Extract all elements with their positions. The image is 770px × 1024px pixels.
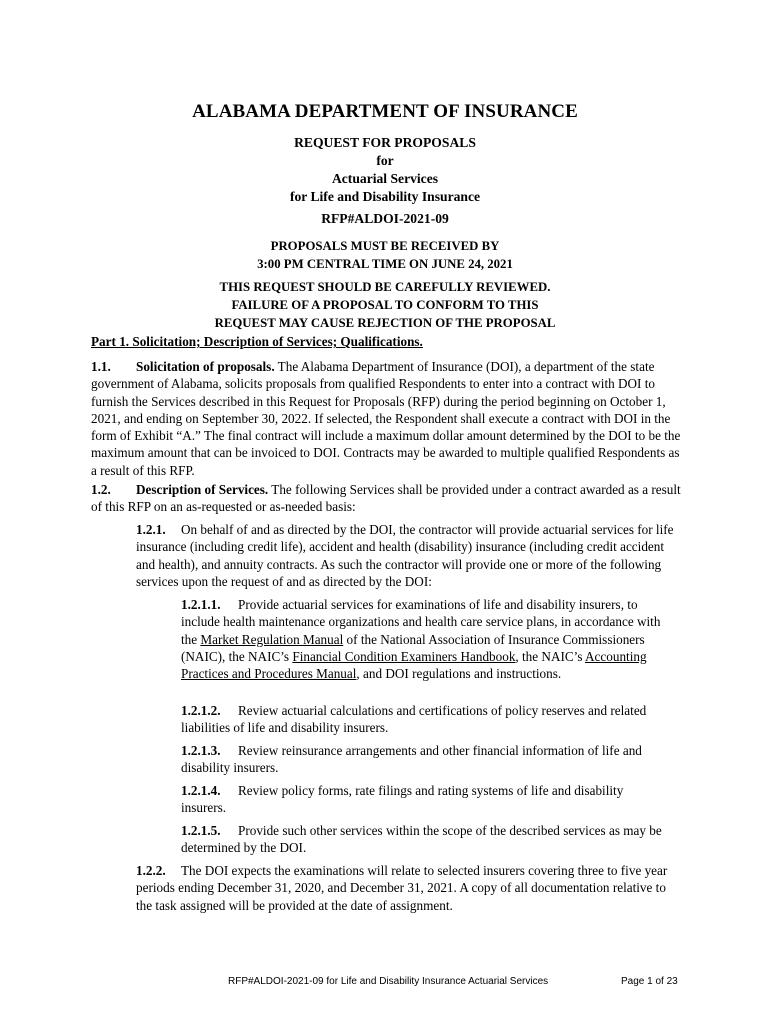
section-text: , and DOI regulations and instructions. bbox=[356, 666, 562, 682]
warning-line: THIS REQUEST SHOULD BE CAREFULLY REVIEWED. bbox=[219, 280, 551, 294]
section-text: Provide such other services within the scope of the described services as may be determined by the DOI. bbox=[181, 823, 662, 856]
rfp-number bbox=[0, 210, 770, 228]
section-text: of the National Association of Insurance Commissioners (NAIC), the NAIC’s bbox=[181, 631, 645, 664]
document-title: ALABAMA DEPARTMENT OF INSURANCE bbox=[192, 101, 578, 122]
subtitle-line: for bbox=[376, 153, 394, 168]
deadline-notice bbox=[0, 237, 770, 273]
section-title: Solicitation of proposals. bbox=[136, 359, 275, 374]
section-text: The DOI expects the examinations will relate to selected insurers covering three to five year periods ending December 31, 2020, and December 31, 2021. A copy of all documentation relative to the task assigned will be provided at the date of assignment. bbox=[136, 863, 668, 913]
section-1-2-1 bbox=[136, 521, 683, 590]
section-number: 1.2.1.3. bbox=[181, 743, 221, 758]
section-number: 1.1. bbox=[91, 359, 111, 374]
section-number: 1.2.2. bbox=[136, 863, 166, 878]
section-1-2-1-3 bbox=[181, 742, 669, 777]
market-regulation-manual-ref: Market Regulation Manual bbox=[200, 631, 344, 647]
financial-condition-handbook-ref: Financial Condition Examiners Handbook bbox=[292, 648, 516, 664]
deadline-line: PROPOSALS MUST BE RECEIVED BY bbox=[270, 239, 500, 253]
section-text: The following Services shall be provided under a contract awarded as a result of this RFP on an as-requested or as-needed basis: bbox=[91, 482, 681, 515]
section-text: The Alabama Department of Insurance (DOI), a department of the state government of Alabama, solicits proposals from qualified Respondents to enter into a contract with DOI to furnish the Services described in this Request for Proposals (RFP) during the period beginning on October 1, 2021, and ending on September 30, 2022. If selected, the Respondent shall execute a contract with DOI in the form of Exhibit “A.” The final contract will include a maximum dollar amount determined by the DOI to be the maximum amount that can be invoiced to DOI. Contracts may be awarded to multiple qualified Respondents as a result of this RFP. bbox=[91, 359, 681, 478]
section-text: Provide actuarial services for examinations of life and disability insurers, to include health maintenance organizations and health care service plans, in accordance with the bbox=[181, 597, 661, 647]
section-number: 1.2. bbox=[91, 482, 111, 497]
footer-title: RFP#ALDOI-2021-09 for Life and Disability Insurance Actuarial Services bbox=[228, 976, 549, 987]
section-1-1 bbox=[91, 358, 683, 479]
section-number: 1.2.1.4. bbox=[181, 783, 221, 798]
section-1-2 bbox=[91, 481, 683, 516]
section-1-2-1-2 bbox=[181, 702, 669, 737]
accounting-practices-manual-ref: Accounting Practices and Procedures Manual bbox=[181, 648, 647, 682]
section-number: 1.2.1.2. bbox=[181, 703, 221, 718]
part1-heading: Part 1. Solicitation; Description of Services; Qualifications. bbox=[91, 334, 423, 349]
warning-line: REQUEST MAY CAUSE REJECTION OF THE PROPOSAL bbox=[214, 316, 556, 330]
section-text: , the NAIC’s bbox=[515, 648, 586, 664]
warning-line: FAILURE OF A PROPOSAL TO CONFORM TO THIS bbox=[231, 298, 539, 312]
subtitle-line: for Life and Disability Insurance bbox=[289, 189, 481, 204]
page-number: Page 1 of 23 bbox=[621, 976, 678, 987]
deadline-line: 3:00 PM CENTRAL TIME ON JUNE 24, 2021 bbox=[257, 257, 513, 271]
warning-notice bbox=[0, 278, 770, 332]
section-number: 1.2.1.1. bbox=[181, 597, 221, 612]
rfp-number-text: RFP#ALDOI-2021-09 bbox=[321, 211, 449, 226]
rfp-subtitle bbox=[0, 134, 770, 206]
subtitle-line: REQUEST FOR PROPOSALS bbox=[294, 135, 476, 150]
section-number: 1.2.1.5. bbox=[181, 823, 221, 838]
section-1-2-2 bbox=[136, 862, 683, 914]
section-title: Description of Services. bbox=[136, 482, 269, 497]
section-text: Review policy forms, rate filings and rating systems of life and disability insurers. bbox=[181, 783, 624, 816]
section-1-2-1-5 bbox=[181, 822, 669, 857]
section-text: Review actuarial calculations and certifications of policy reserves and related liabilities of life and disability insurers. bbox=[181, 703, 647, 736]
section-text: Review reinsurance arrangements and other financial information of life and disability insurers. bbox=[181, 743, 642, 776]
section-number: 1.2.1. bbox=[136, 522, 166, 537]
section-1-2-1-4 bbox=[181, 782, 669, 817]
section-1-2-1-1 bbox=[181, 596, 669, 682]
section-text: On behalf of and as directed by the DOI, the contractor will provide actuarial services for life insurance (including credit life), accident and health (disability) insurance (including credit accident and health), and annuity contracts. As such the contractor will provide one or more of the following services upon the request of and as directed by the DOI: bbox=[136, 522, 674, 589]
subtitle-line: Actuarial Services bbox=[331, 171, 439, 186]
